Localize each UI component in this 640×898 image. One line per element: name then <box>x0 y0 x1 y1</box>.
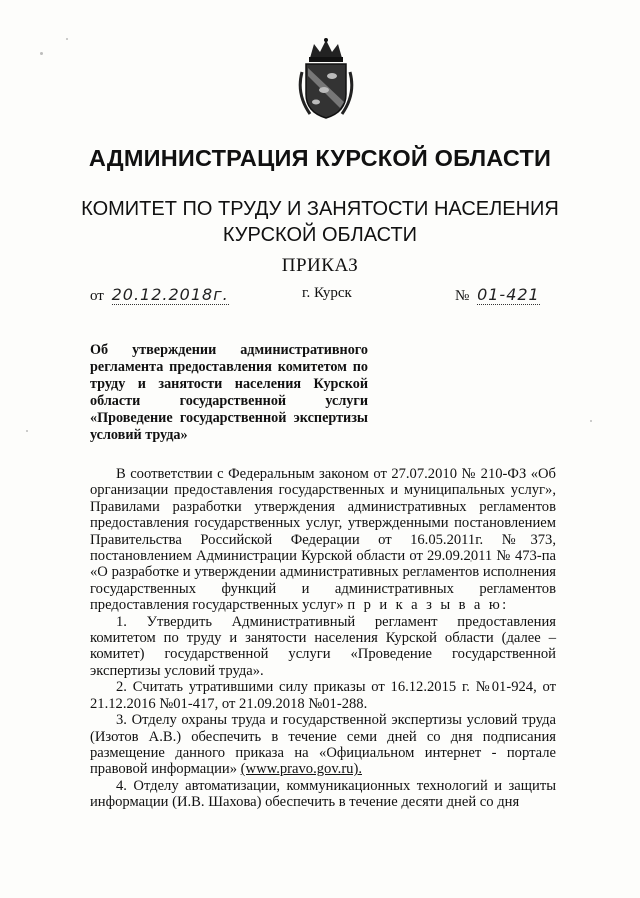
order-number <box>455 285 540 305</box>
number-label: № <box>455 288 470 304</box>
scan-speck <box>66 38 68 40</box>
committee-title-line1: КОМИТЕТ ПО ТРУДУ И ЗАНЯТОСТИ НАСЕЛЕНИЯ <box>81 198 559 220</box>
date-handwritten: 20.12.2018г. <box>111 285 229 304</box>
order-body <box>90 466 556 811</box>
administration-title: АДМИНИСТРАЦИЯ КУРСКОЙ ОБЛАСТИ <box>88 145 552 171</box>
committee-title-line2: КУРСКОЙ ОБЛАСТИ <box>222 224 418 246</box>
order-city: г. Курск <box>302 285 352 301</box>
order-directive: п р и к а з ы в а ю: <box>347 597 509 614</box>
order-subject: Об утверждении административного регламента предоставления комитетом по труду и занятости населения Курской области государственной услуги «Проведение государственной экспертизы условий труда» <box>90 342 368 443</box>
date-label: от <box>90 288 104 304</box>
kursk-coat-of-arms-icon <box>296 38 356 120</box>
order-item-2: 2. Считать утратившими силу приказы от 16.12.2015 г. №01-924, от 21.12.2016 №01-417, от 21.09.2018 №01-288. <box>90 679 556 712</box>
order-item-3 <box>90 712 556 778</box>
order-date <box>90 285 229 305</box>
document-type: ПРИКАЗ <box>281 255 359 276</box>
scan-speck <box>26 430 28 432</box>
order-item-4: 4. Отделу автоматизации, коммуникационных технологий и защиты информации (И.В. Шахова) обеспечить в течение десяти дней со дня <box>90 777 556 811</box>
order-preamble <box>90 466 556 614</box>
preamble-text: В соответствии с Федеральным законом от 27.07.2010 № 210-ФЗ «Об организации предоставления государственных и муниципальных услуг», Правилами разработки утверждения административных регламентов предоставления государственных услуг, утвержденными постановлением Правительства Российской Федерации от 16.05.2011г. №373, постановлением Администрации Курской области от 29.09.2011 № 473-па «О разработке и утверждении административных регламентов исполнения государственных функций и административных регламентов предоставления государственных услуг» <box>90 466 556 614</box>
order-item-1: 1. Утвердить Административный регламент предоставления комитетом по труду и занятости населения Курской области (далее – комитет) государственной услуги «Проведение государственной экспертизы условий труда». <box>90 613 556 679</box>
order-item-3-text: 3. Отделу охраны труда и государственной экспертизы условий труда (Изотов А.В.) обеспечить в течение семи дней со дня подписания размещение данного приказа на «Официальном интернет - портале правовой информации» <box>90 712 556 778</box>
pravo-link[interactable]: (www.pravo.gov.ru). <box>240 761 362 778</box>
scan-speck <box>590 420 592 422</box>
scan-speck <box>40 52 43 55</box>
number-handwritten: 01-421 <box>477 285 540 304</box>
committee-title <box>0 196 640 248</box>
